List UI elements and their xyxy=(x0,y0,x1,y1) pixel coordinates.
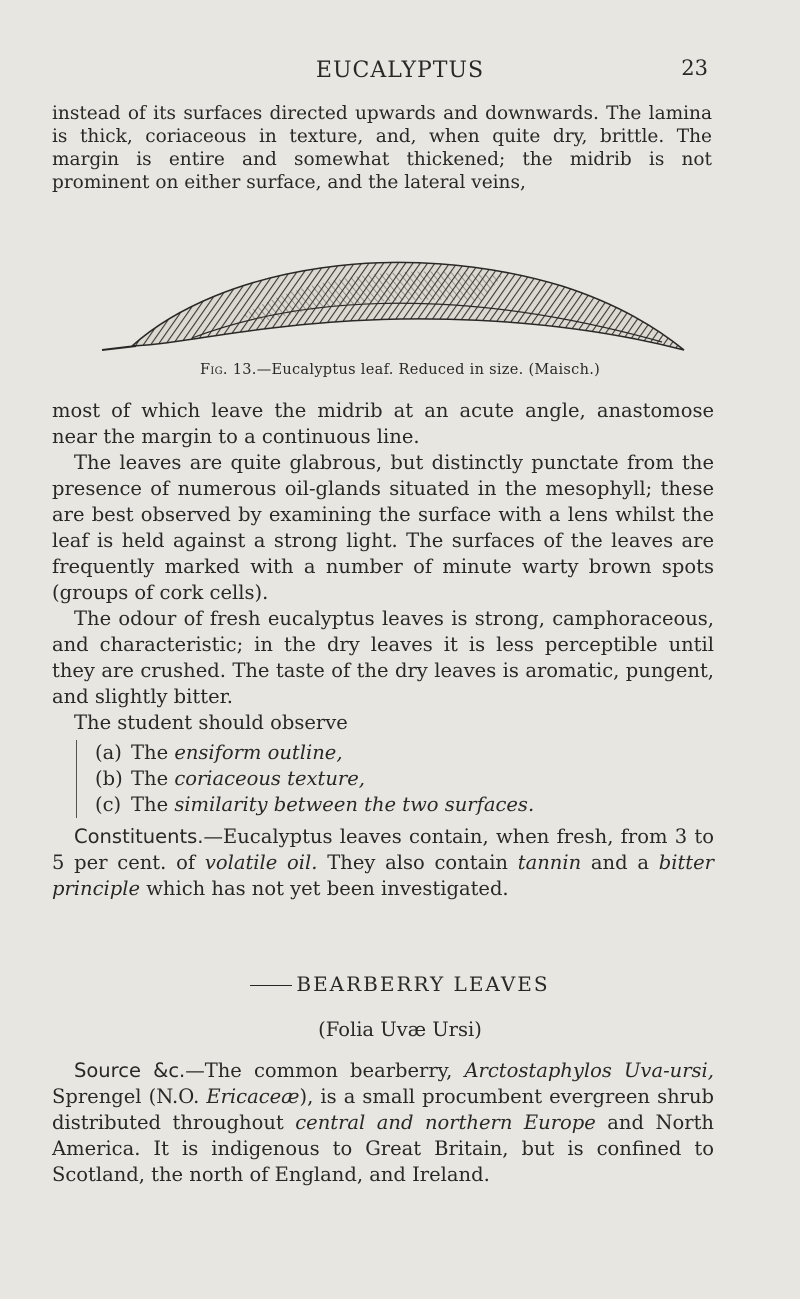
page-number: 23 xyxy=(681,56,708,80)
list-item: (b) The coriaceous texture, xyxy=(95,767,365,790)
figure-caption-text: —Eucalyptus leaf. Reduced in size. (Maisch.) xyxy=(256,362,601,378)
paragraph-1: most of which leave the midrib at an acute angle, anastomose near the margin to a continuous line. xyxy=(52,399,714,448)
section-subtitle: (Folia Uvæ Ursi) xyxy=(318,1018,482,1041)
top-paragraph: instead of its surfaces directed upwards and downwards. The lamina is thick, coriaceous in texture, and, when quite dry, brittle. The margin is entire and somewhat thickened; the midrib is not prominent on either surface, and the lateral veins, xyxy=(52,103,712,193)
list-item: (c) The similarity between the two surfaces. xyxy=(95,793,535,816)
body-text xyxy=(52,398,714,902)
constituents-paragraph: Constituents.—Eucalyptus leaves contain, when fresh, from 3 to 5 per cent. of volatile oil. They also contain tannin and a bitter principle which has not yet been investigated. xyxy=(52,825,714,900)
list-item: (a) The ensiform outline, xyxy=(95,741,343,764)
constituents-heading: Constituents. xyxy=(74,825,204,848)
eucalyptus-leaf-illustration xyxy=(102,246,692,354)
figure-caption-label: Fig. 13. xyxy=(200,362,257,378)
source-paragraph-block xyxy=(52,1058,714,1188)
observe-intro: The student should observe xyxy=(74,711,348,734)
paragraph-3: The odour of fresh eucalyptus leaves is strong, camphoraceous, and characteristic; in the dry leaves it is less perceptible until they are crushed. The taste of the dry leaves is aromatic, pungent, and slightly bitter. xyxy=(52,607,714,708)
paragraph-2: The leaves are quite glabrous, but distinctly punctate from the presence of numerous oil-glands situated in the mesophyll; these are best observed by examining the surface with a lens whilst the leaf is held against a strong light. The surfaces of the leaves are frequently marked with a number of minute warty brown spots (groups of cork cells). xyxy=(52,451,714,604)
observe-list xyxy=(76,740,714,818)
running-title: EUCALYPTUS xyxy=(315,58,485,83)
title-rule xyxy=(250,985,292,986)
source-heading: Source &c. xyxy=(74,1059,186,1082)
section-title: BEARBERRY LEAVES xyxy=(0,972,800,996)
leaf-stalk xyxy=(102,346,136,350)
figure-caption xyxy=(200,362,600,378)
source-paragraph: Source &c.—The common bearberry, Arctostaphylos Uva-ursi, Sprengel (N.O. Ericaceæ), is a small procumbent evergreen shrub distributed throughout central and northern Europe and North America. It is indigenous to Great Britain, but is confined to Scotland, the north of England, and Ireland. xyxy=(52,1059,714,1186)
